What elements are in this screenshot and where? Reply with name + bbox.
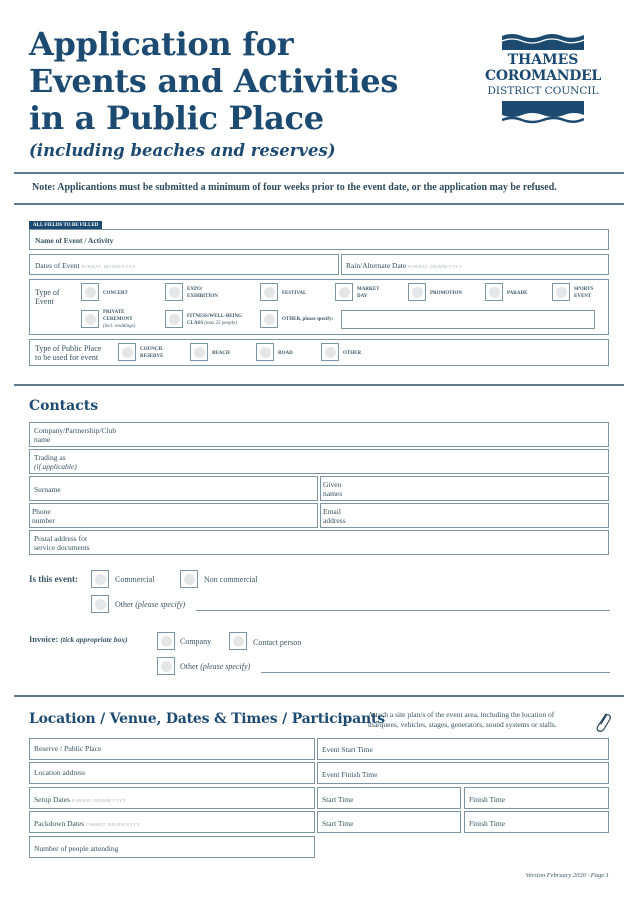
checkbox-other-place[interactable] bbox=[321, 343, 339, 361]
event-name-field[interactable] bbox=[29, 229, 609, 250]
checkbox-event-other[interactable] bbox=[91, 595, 109, 613]
logo-line-2: COROMANDEL bbox=[485, 68, 601, 84]
invoice-label: Invoice: (tick appropriate box) bbox=[29, 634, 128, 644]
surname-label: Surname bbox=[34, 485, 61, 494]
public-place-group bbox=[29, 339, 609, 366]
setup-start-time-field[interactable] bbox=[317, 787, 461, 809]
reserve-label: Reserve / Public Place bbox=[34, 744, 102, 753]
location-address-field[interactable] bbox=[29, 762, 315, 784]
people-attending-label: Number of people attending bbox=[34, 844, 119, 853]
packdown-finish-time-label: Finish Time bbox=[469, 819, 506, 828]
checkbox-concert[interactable] bbox=[81, 283, 99, 301]
setup-dates-field[interactable] bbox=[29, 787, 315, 809]
logo-line-1: THAMES bbox=[507, 52, 579, 68]
rain-date-label: Rain/Alternate Date FORMAT: DD/MM/YYYY bbox=[346, 261, 463, 270]
packdown-start-time-field[interactable] bbox=[317, 811, 461, 833]
rain-date-field[interactable] bbox=[341, 254, 609, 275]
document-subtitle: (including beaches and reserves) bbox=[29, 141, 336, 160]
road-label: ROAD bbox=[278, 351, 293, 356]
checkbox-invoice-contact[interactable] bbox=[229, 632, 247, 650]
page-footer: Version February 2020 · Page 1 bbox=[525, 872, 609, 879]
checkbox-sports-event[interactable] bbox=[552, 283, 570, 301]
setup-dates-label: Setup Dates FORMAT: DD/MM/YYYY bbox=[34, 795, 126, 804]
checkbox-council-reserve[interactable] bbox=[118, 343, 136, 361]
logo-line-3: DISTRICT COUNCIL bbox=[487, 85, 599, 97]
festival-label: FESTIVAL bbox=[282, 291, 307, 296]
divider bbox=[14, 172, 624, 174]
sports-event-label: SPORTS EVENT bbox=[574, 287, 594, 299]
checkbox-private-ceremony[interactable] bbox=[81, 310, 99, 328]
wave-bottom-icon bbox=[502, 101, 584, 125]
event-finish-label: Event Finish Time bbox=[322, 770, 378, 779]
checkbox-festival[interactable] bbox=[260, 283, 278, 301]
postal-address-label: Postal address for service documents bbox=[34, 534, 90, 552]
divider bbox=[14, 384, 624, 386]
people-attending-field[interactable] bbox=[29, 836, 315, 858]
contacts-heading: Contacts bbox=[29, 398, 99, 414]
checkbox-road[interactable] bbox=[256, 343, 274, 361]
document-title bbox=[29, 26, 398, 137]
council-reserve-label: COUNCIL RESERVE bbox=[140, 347, 164, 359]
private-ceremony-label: PRIVATE CEREMONY (incl. weddings) bbox=[103, 310, 136, 329]
packdown-dates-field[interactable] bbox=[29, 811, 315, 833]
beach-label: BEACH bbox=[212, 351, 230, 356]
setup-finish-time-label: Finish Time bbox=[469, 795, 506, 804]
concert-label: CONCERT bbox=[103, 291, 128, 296]
event-other-input[interactable] bbox=[196, 610, 610, 611]
event-type-label: Type of Event bbox=[35, 288, 60, 306]
phone-field[interactable] bbox=[29, 503, 318, 528]
trading-as-label: Trading as (if applicable) bbox=[34, 453, 77, 471]
divider bbox=[14, 203, 624, 205]
submission-note: Note: Applicantions must be submitted a minimum of four weeks prior to the event date, or the application may be refused. bbox=[32, 182, 557, 193]
event-start-label: Event Start Time bbox=[322, 745, 373, 754]
other-event-label: OTHER, please specify: bbox=[282, 317, 334, 322]
setup-start-time-label: Start Time bbox=[322, 795, 354, 804]
company-name-label: Company/Partnership/Club name bbox=[34, 426, 117, 444]
phone-label: Phone number bbox=[32, 507, 55, 525]
other-event-input[interactable] bbox=[341, 310, 595, 329]
checkbox-beach[interactable] bbox=[190, 343, 208, 361]
council-logo bbox=[478, 30, 608, 126]
checkbox-fitness-class[interactable] bbox=[165, 310, 183, 328]
postal-address-field[interactable] bbox=[29, 530, 609, 555]
parade-label: PARADE bbox=[507, 291, 528, 296]
attach-instructions: Attach a site plan/s of the event area, including the location of marquees, vehicles, stages, generators, sound systems or stalls. bbox=[368, 710, 557, 729]
fitness-class-label: FITNESS/WELL-BEING CLASS (max 25 people) bbox=[187, 314, 243, 326]
event-start-field[interactable] bbox=[317, 738, 609, 760]
checkbox-promotion[interactable] bbox=[408, 283, 426, 301]
event-name-label: Name of Event / Activity bbox=[35, 236, 114, 245]
company-name-field[interactable] bbox=[29, 422, 609, 447]
email-field[interactable] bbox=[320, 503, 609, 528]
checkbox-other-event[interactable] bbox=[260, 310, 278, 328]
checkbox-parade[interactable] bbox=[485, 283, 503, 301]
divider bbox=[14, 695, 624, 697]
market-day-label: MARKET DAY bbox=[357, 287, 380, 299]
checkbox-invoice-other[interactable] bbox=[157, 657, 175, 675]
title-line-3: in a Public Place bbox=[29, 99, 324, 137]
setup-finish-time-field[interactable] bbox=[464, 787, 609, 809]
all-fields-tag: ALL FIELDS TO BE FILLED bbox=[29, 221, 102, 230]
email-label: Email address bbox=[323, 507, 346, 525]
paperclip-icon[interactable] bbox=[594, 711, 612, 733]
location-heading: Location / Venue, Dates & Times / Participants bbox=[29, 711, 385, 727]
given-names-label: Given names bbox=[323, 480, 343, 498]
packdown-start-time-label: Start Time bbox=[322, 819, 354, 828]
invoice-company-label: Company bbox=[180, 637, 212, 646]
checkbox-expo[interactable] bbox=[165, 283, 183, 301]
trading-as-field[interactable] bbox=[29, 449, 609, 474]
given-names-field[interactable] bbox=[320, 476, 609, 501]
checkbox-commercial[interactable] bbox=[91, 570, 109, 588]
invoice-other-label: Other (please specify) bbox=[180, 662, 251, 671]
commercial-label: Commercial bbox=[115, 575, 155, 584]
invoice-contact-label: Contact person bbox=[253, 638, 302, 647]
title-line-2: Events and Activities bbox=[29, 62, 399, 100]
other-place-label: OTHER bbox=[343, 351, 362, 356]
non-commercial-label: Non commercial bbox=[204, 575, 258, 584]
event-other-label: Other (please specify) bbox=[115, 600, 186, 609]
event-dates-field[interactable] bbox=[29, 254, 339, 275]
event-finish-field[interactable] bbox=[317, 762, 609, 784]
promotion-label: PROMOTION bbox=[430, 291, 462, 296]
checkbox-market-day[interactable] bbox=[335, 283, 353, 301]
is-event-label: Is this event: bbox=[29, 574, 78, 584]
checkbox-invoice-company[interactable] bbox=[157, 632, 175, 650]
surname-field[interactable] bbox=[29, 476, 318, 501]
location-address-label: Location address bbox=[34, 768, 86, 777]
title-line-1: Application for bbox=[29, 25, 294, 63]
checkbox-non-commercial[interactable] bbox=[180, 570, 198, 588]
public-place-label: Type of Public Place to be used for event bbox=[35, 344, 102, 362]
reserve-field[interactable] bbox=[29, 738, 315, 760]
expo-label: EXPO/ EXHIBITION bbox=[187, 287, 218, 299]
wave-top-icon bbox=[502, 30, 584, 50]
event-dates-label: Dates of Event FORMAT: DD/MM/YYYY bbox=[35, 261, 136, 270]
packdown-dates-label: Packdown Dates FORMAT: DD/MM/YYYY bbox=[34, 819, 141, 828]
invoice-other-input[interactable] bbox=[261, 672, 610, 673]
packdown-finish-time-field[interactable] bbox=[464, 811, 609, 833]
